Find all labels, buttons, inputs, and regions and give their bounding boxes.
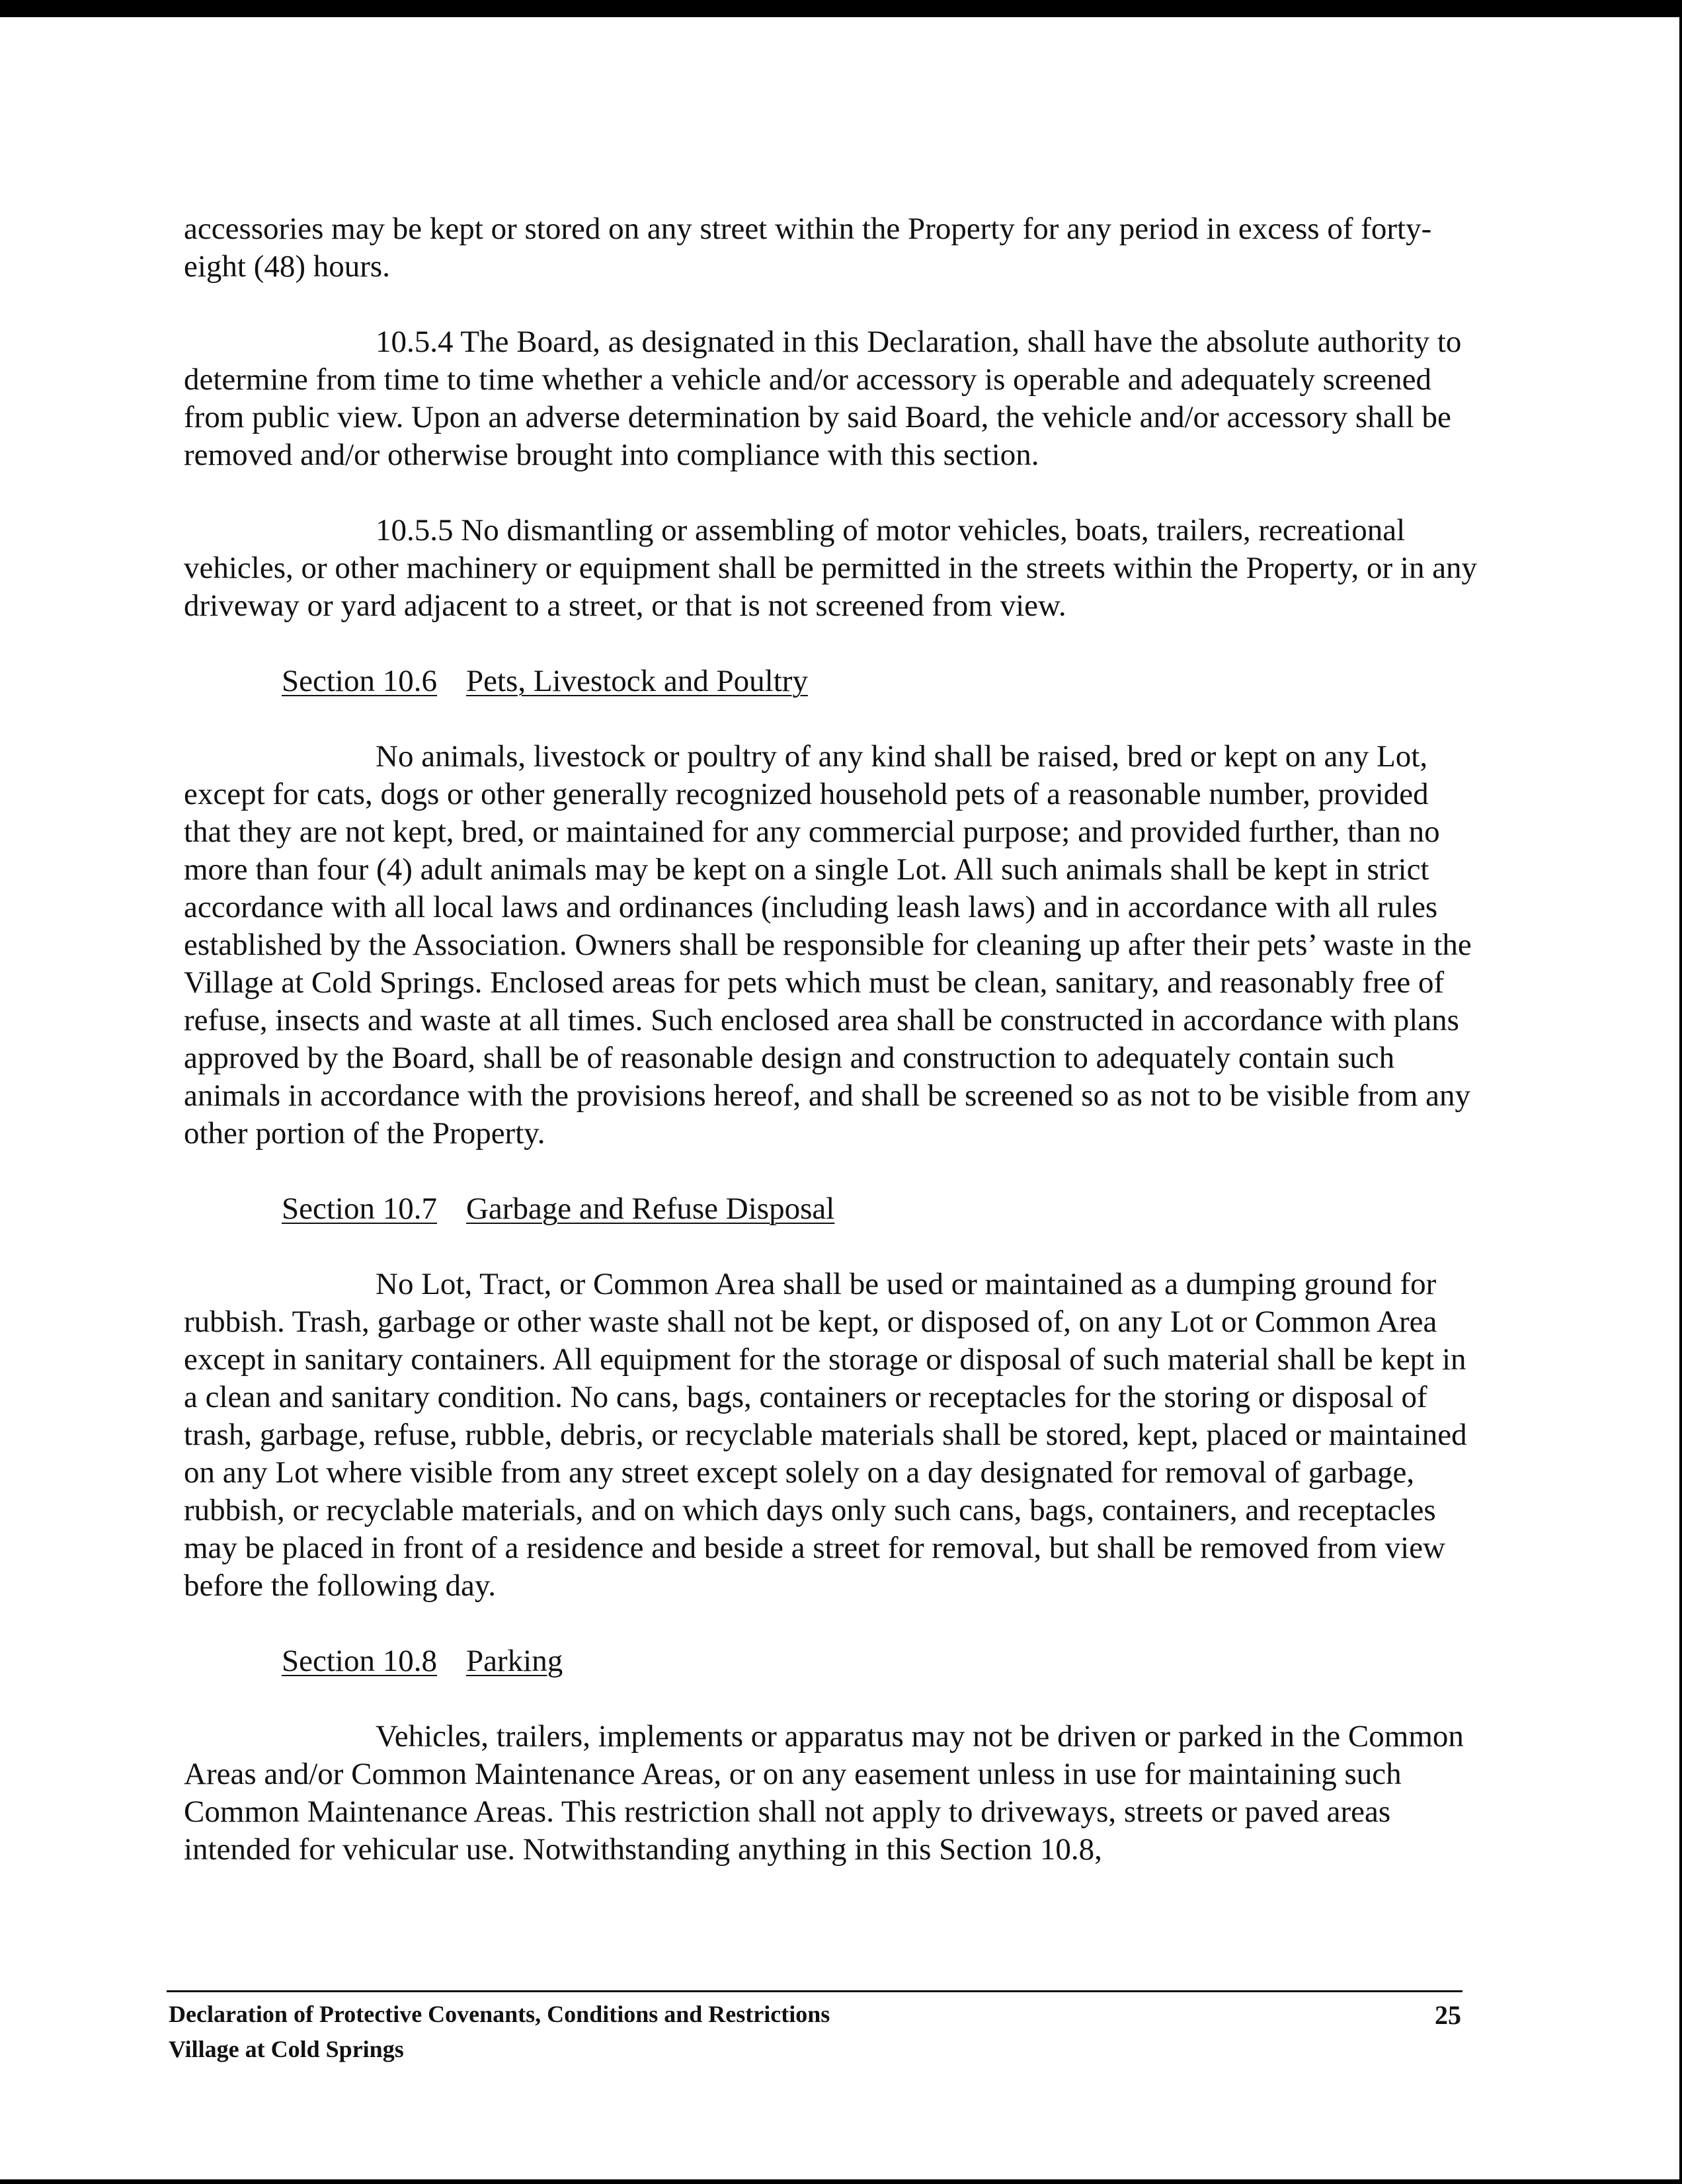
document-body: [184, 210, 1480, 1869]
section-number: Section 10.7: [282, 1192, 437, 1226]
page-number: 25: [1435, 2000, 1461, 2030]
scan-right-border: [1679, 0, 1682, 2184]
footer-divider: [167, 1990, 1462, 1992]
section-heading-10-7: [184, 1190, 1480, 1228]
section-heading-10-6: [184, 663, 1480, 700]
scan-top-border: [0, 0, 1682, 17]
section-number: Section 10.6: [282, 664, 437, 698]
scan-bottom-border: [0, 2179, 1682, 2184]
section-title: Pets, Livestock and Poultry: [465, 664, 808, 698]
section-title: Garbage and Refuse Disposal: [465, 1192, 835, 1226]
section-number: Section 10.8: [282, 1644, 437, 1678]
section-title: Parking: [465, 1644, 563, 1678]
footer-community-name: Village at Cold Springs: [169, 2036, 404, 2062]
section-10-8-text: Vehicles, trailers, implements or apparatus may not be driven or parked in the Common Areas and/or Common Maintenance Areas, or on any easement unless in use for maintaining such Common Maintenance Areas. This restriction shall not apply to driveways, streets or paved areas intended for vehicular use. Notwithstanding anything in this Section 10.8,: [184, 1719, 1464, 1867]
footer-document-title: Declaration of Protective Covenants, Conditions and Restrictions: [169, 2001, 830, 2027]
section-10-7-text: No Lot, Tract, or Common Area shall be used or maintained as a dumping ground for rubbish. Trash, garbage or other waste shall not be kept, or disposed of, on any Lot or Common Area except in sanitary containers. All equipment for the storage or disposal of such material shall be kept in a clean and sanitary condition. No cans, bags, containers or receptacles for the storing or disposal of trash, garbage, refuse, rubble, debris, or recyclable materials shall be stored, kept, placed or maintained on any Lot where visible from any street except solely on a day designated for removal of garbage, rubbish, or recyclable materials, and on which days only such cans, bags, containers, and receptacles may be placed in front of a residence and beside a street for removal, but shall be removed from view before the following day.: [184, 1267, 1467, 1603]
section-10-6-text: No animals, livestock or poultry of any kind shall be raised, bred or kept on any Lot, except for cats, dogs or other generally recognized household pets of a reasonable number, provided that they are not kept, bred, or maintained for any commercial purpose; and provided further, than no more than four (4) adult animals may be kept on a single Lot. All such animals shall be kept in strict accordance with all local laws and ordinances (including leash laws) and in accordance with all rules established by the Association. Owners shall be responsible for cleaning up after their pets’ waste in the Village at Cold Springs. Enclosed areas for pets which must be clean, sanitary, and reasonably free of refuse, insects and waste at all times. Such enclosed area shall be constructed in accordance with plans approved by the Board, shall be of reasonable design and construction to adequately contain such animals in accordance with the provisions hereof, and shall be screened so as not to be visible from any other portion of the Property.: [184, 739, 1472, 1151]
paragraph-10-5-4: 10.5.4 The Board, as designated in this Declaration, shall have the absolute authority to determine from time to time whether a vehicle and/or accessory is operable and adequately screened from public view. Upon an adverse determination by said Board, the vehicle and/or accessory shall be removed and/or otherwise brought into compliance with this section.: [184, 325, 1462, 472]
section-heading-10-8: [184, 1642, 1480, 1680]
paragraph-10-5-5: 10.5.5 No dismantling or assembling of motor vehicles, boats, trailers, recreational vehicles, or other machinery or equipment shall be permitted in the streets within the Property, or in any driveway or yard adjacent to a street, or that is not screened from view.: [184, 513, 1478, 623]
paragraph-continuation: accessories may be kept or stored on any street within the Property for any period in excess of forty-eight (48) hours.: [184, 212, 1432, 284]
